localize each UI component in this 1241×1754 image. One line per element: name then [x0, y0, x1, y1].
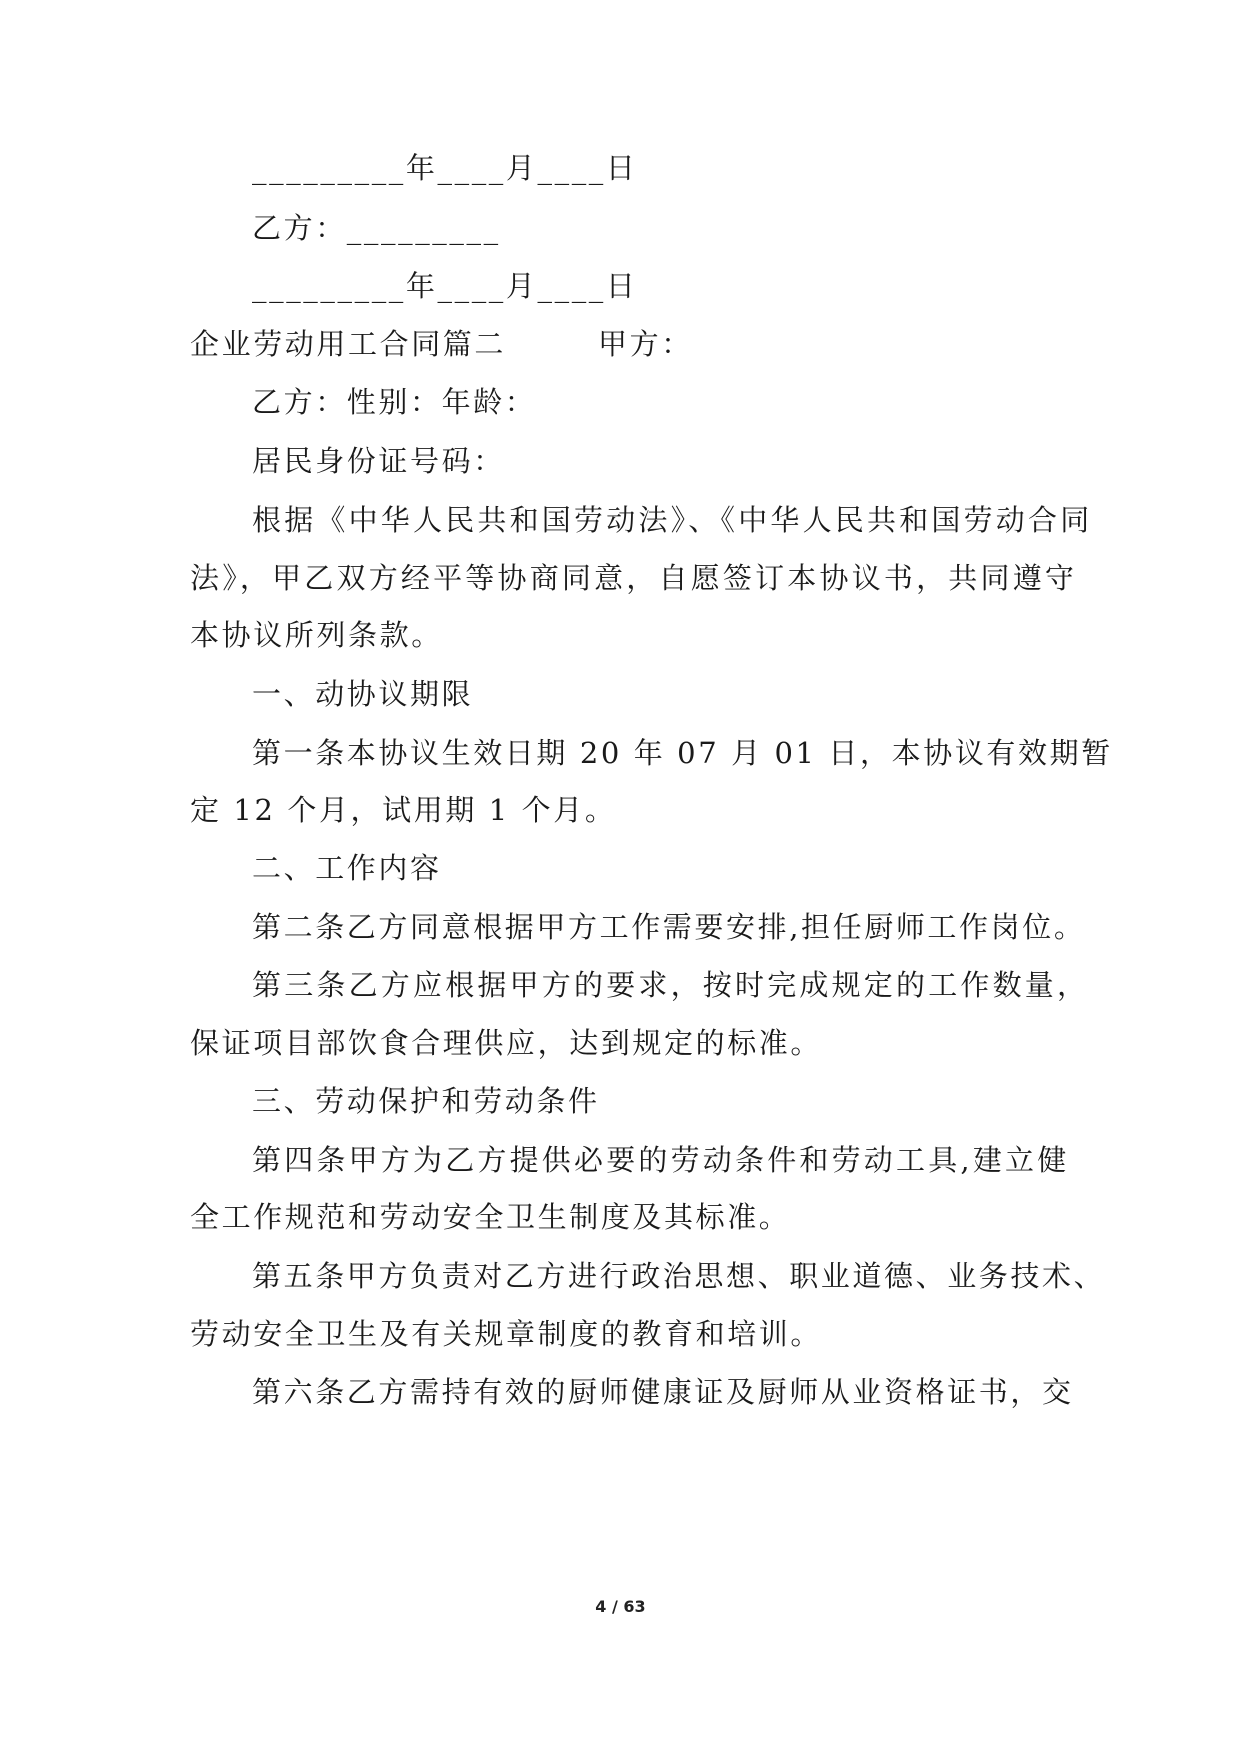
paragraph-line: 本协议所列条款。	[190, 618, 443, 652]
paragraph-line: 第三条乙方应根据甲方的要求，按时完成规定的工作数量，	[252, 968, 1090, 1002]
contract-heading	[190, 324, 1070, 364]
date-line-party-b: _________年____月____日	[252, 269, 638, 303]
paragraph-line: 第五条甲方负责对乙方进行政治思想、职业道德、业务技术、	[252, 1259, 1106, 1293]
paragraph-line: 第六条乙方需持有效的厨师健康证及厨师从业资格证书，交	[252, 1375, 1074, 1409]
paragraph-line: 第二条乙方同意根据甲方工作需要安排,担任厨师工作岗位。	[252, 910, 1086, 944]
section-heading: 二、工作内容	[252, 851, 442, 885]
paragraph-line: 劳动安全卫生及有关规章制度的教育和培训。	[190, 1317, 823, 1351]
paragraph-line: 第四条甲方为乙方提供必要的劳动条件和劳动工具,建立健	[252, 1143, 1070, 1177]
paragraph-line: 法》，甲乙双方经平等协商同意，自愿签订本协议书，共同遵守	[190, 561, 1078, 595]
paragraph-line: 保证项目部饮食合理供应，达到规定的标准。	[190, 1026, 823, 1060]
id-number-label: 居民身份证号码：	[252, 444, 505, 478]
paragraph-line: 第一条本协议生效日期 20 年 07 月 01 日，本协议有效期暂	[252, 736, 1113, 770]
contract-title: 企业劳动用工合同篇二	[190, 327, 507, 361]
paragraph-line: 全工作规范和劳动安全卫生制度及其标准。	[190, 1200, 791, 1234]
page-number: 4 / 63	[595, 1597, 646, 1616]
paragraph-line: 定 12 个月，试用期 1 个月。	[190, 793, 617, 827]
paragraph-line: 根据《中华人民共和国劳动法》、《中华人民共和国劳动合同	[252, 503, 1093, 537]
date-line-party-a: _________年____月____日	[252, 151, 638, 185]
section-heading: 一、动协议期限	[252, 677, 474, 711]
party-b-signature-line: 乙方：_________	[252, 211, 501, 245]
party-a-label: 甲方：	[598, 327, 693, 361]
party-b-info: 乙方：性别：年龄：	[252, 385, 537, 419]
section-heading: 三、劳动保护和劳动条件	[252, 1084, 600, 1118]
